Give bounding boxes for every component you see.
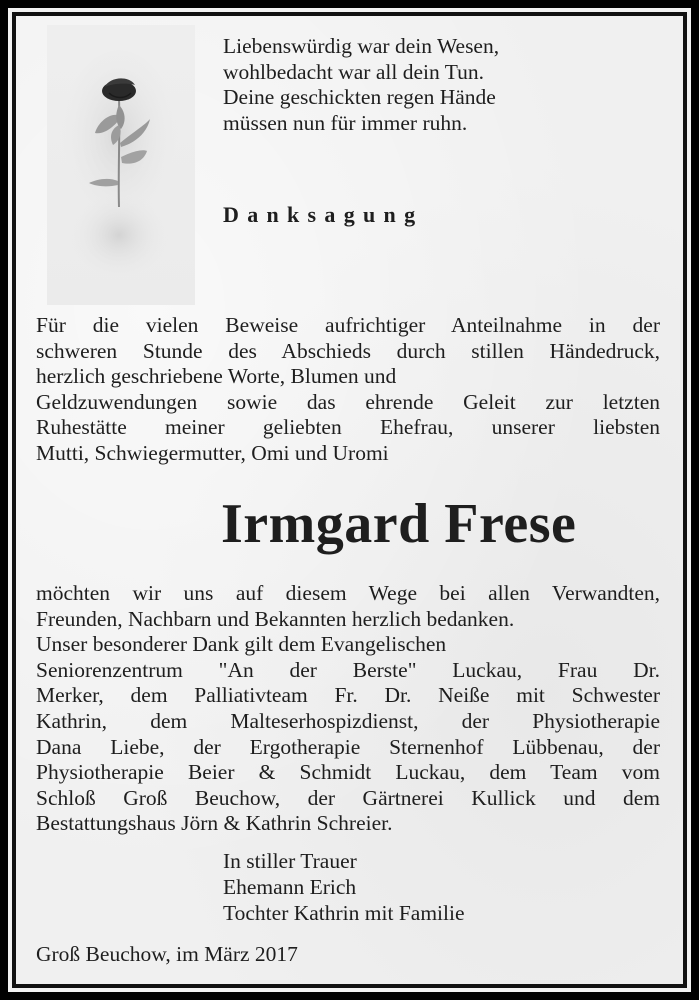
text-line: Ruhestätte meiner geliebten Ehefrau, unserer liebsten [36, 415, 660, 440]
text-line: Freunden, Nachbarn und Bekannten herzlich bedanken. [36, 606, 515, 631]
text-line: möchten wir uns auf diesem Wege bei allen Verwandten, [36, 581, 660, 605]
text-line: schweren Stunde des Abschieds durch stillen Händedruck, [36, 338, 660, 363]
text-line: Merker, dem Palliativteam Fr. Dr. Neiße mit Schwester [36, 683, 660, 708]
text-line: Bestattungshaus Jörn & Kathrin Schreier. [36, 811, 393, 836]
text-line: Kathrin, dem Malteserhospizdienst, der Physiotherapie [36, 708, 660, 733]
text-line: Seniorenzentrum "An der Berste" Luckau, Frau Dr. [36, 657, 660, 682]
poem-line: müssen nun für immer ruhn. [223, 110, 468, 135]
poem-line: Deine geschickten regen Hände [223, 85, 496, 109]
heading-danksagung: Danksagung [223, 202, 424, 227]
text-line: Physiotherapie Beier & Schmidt Luckau, dem Team vom [36, 760, 660, 785]
text-line: Schloß Groß Beuchow, der Gärtnerei Kullick und dem [36, 785, 660, 810]
deceased-name: Irmgard Frese [221, 493, 577, 555]
notice-card [16, 16, 683, 984]
thanks-paragraph-2 [36, 581, 660, 837]
text-line: Unser besonderer Dank gilt dem Evangelischen [36, 632, 447, 657]
signature-line: Ehemann Erich [223, 874, 357, 899]
text-line: herzlich geschriebene Worte, Blumen und [36, 364, 397, 389]
text-line: Dana Liebe, der Ergotherapie Sternenhof Lübbenau, der [36, 734, 660, 759]
text-line: Geldzuwendungen sowie das ehrende Geleit zur letzten [36, 389, 660, 414]
signature-line: In stiller Trauer [223, 849, 357, 873]
rose-icon [47, 25, 195, 305]
place-date: Groß Beuchow, im März 2017 [36, 942, 298, 966]
text-line: Mutti, Schwiegermutter, Omi und Uromi [36, 440, 389, 465]
signature-line: Tochter Kathrin mit Familie [223, 900, 465, 925]
signature-block [223, 849, 465, 926]
poem [223, 34, 499, 136]
poem-line: Liebenswürdig war dein Wesen, [223, 34, 500, 58]
poem-line: wohlbedacht war all dein Tun. [223, 59, 484, 84]
text-line: Für die vielen Beweise aufrichtiger Anteilnahme in der [36, 313, 660, 337]
thanks-paragraph-1 [36, 313, 660, 467]
